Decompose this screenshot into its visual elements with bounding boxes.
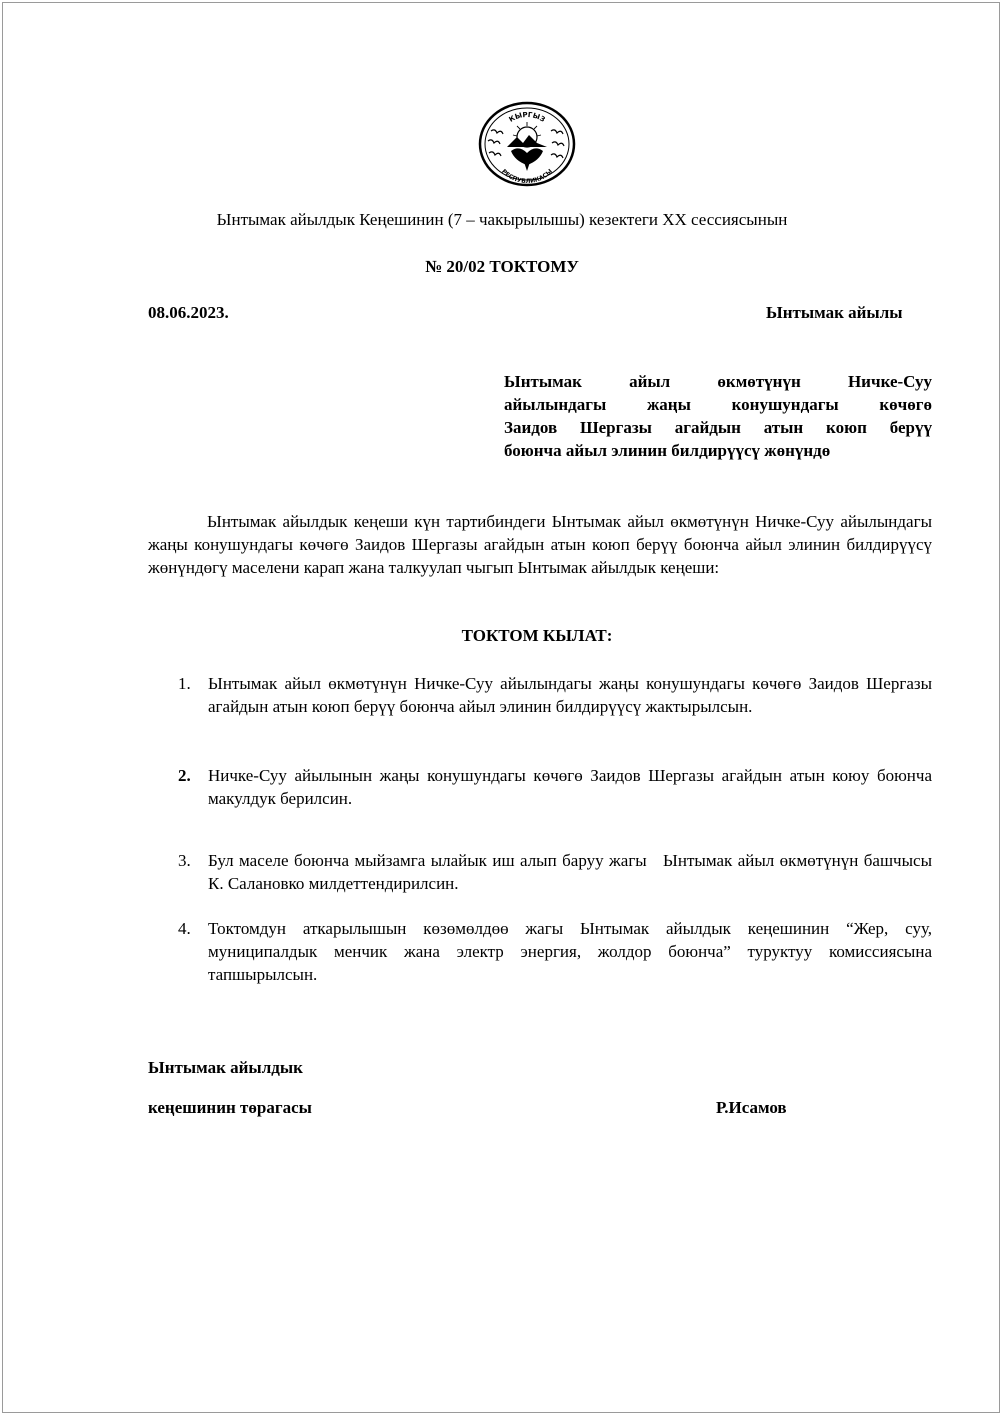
signatory-name: Р.Исамов (716, 1098, 787, 1117)
decision-item-number: 2. (178, 766, 191, 785)
subject-line: боюнча айыл элинин билдирүүсү жөнүндө (504, 441, 831, 460)
decision-item-number: 4. (178, 919, 191, 938)
svg-text:РЕСПУБЛИКАСЫ: РЕСПУБЛИКАСЫ (500, 168, 554, 186)
decision-item-text: Ничке-Суу айылынын жаңы конушундагы көчөгө Заидов Шергазы агайдын атын коюу боюнча макулдук берилсин. (208, 766, 932, 808)
decision-item (178, 917, 932, 986)
decision-item (178, 672, 932, 718)
decision-item-text: Ынтымак айыл өкмөтүнүн Ничке-Суу айылындагы жаңы конушундагы көчөгө Заидов Шергазы агайдын атын коюп берүү боюнча айыл элинин билдирүүсү жактырылсын. (208, 674, 932, 716)
document-page (2, 2, 1000, 1413)
kyrgyz-state-emblem-icon (477, 101, 577, 187)
document-place: Ынтымак айылы (766, 303, 903, 322)
session-header: Ынтымак айылдык Кеңешинин (7 – чакырылышы) кезектеги XX сессиясынын (216, 210, 788, 229)
subject-line: айылындагы жаңы конушундагы көчөгө (504, 395, 932, 414)
decision-item-number: 3. (178, 851, 191, 870)
document-date: 08.06.2023. (148, 303, 229, 322)
signature-title-line1: Ынтымак айылдык (148, 1058, 303, 1077)
signature-title-line2: кеңешинин төрагасы (148, 1098, 312, 1117)
decision-item-text: Токтомдун аткарылышын көзөмөлдөө жагы Ынтымак айылдык кеңешинин “Жер, суу, муниципалдык менчик жана электр энергия, жолдор боюнча” туруктуу комиссиясына тапшырылсын. (208, 919, 932, 984)
intro-paragraph: Ынтымак айылдык кеңеши күн тартибиндеги Ынтымак айыл өкмөтүнүн Ничке-Суу айылындагы жаңы конушундагы көчөгө Заидов Шергазы агайдын атын коюп берүү боюнча айыл элинин билдирүүсү жөнүндөгү маселени карап жана талкуулап чыгып Ынтымак айылдык кеңеши: (148, 512, 932, 577)
subject-line: Заидов Шергазы агайдын атын коюп берүү (504, 418, 932, 437)
svg-text:КЫРГЫЗ: КЫРГЫЗ (507, 110, 547, 124)
document-subject (504, 370, 932, 462)
decision-heading: ТОКТОМ КЫЛАТ: (461, 626, 613, 645)
decision-item (178, 849, 937, 895)
decision-item-text: Бул маселе боюнча мыйзамга ылайык иш алып баруу жагы Ынтымак айыл өкмөтүнүн башчысы К. Салановко милдеттендирилсин. (208, 851, 937, 893)
document-title: № 20/02 ТОКТОМУ (425, 257, 579, 276)
decision-item-number: 1. (178, 674, 191, 693)
decision-item (178, 764, 932, 810)
subject-line: Ынтымак айыл өкмөтүнүн Ничке-Суу (504, 372, 932, 391)
